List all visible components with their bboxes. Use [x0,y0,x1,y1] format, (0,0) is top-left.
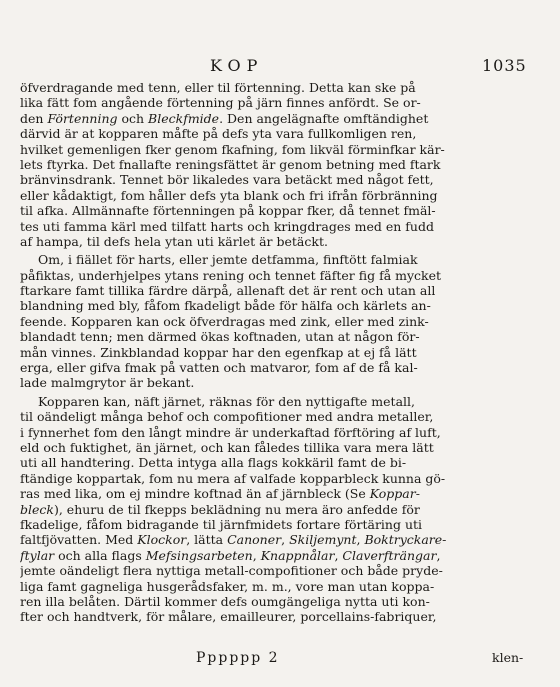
page-footer [0,650,560,670]
text-line: i fynnerhet fom den långt mindre är underkaftad förftöring af luft, [20,424,441,440]
text-line: ren illa belåten. Därtil kommer defs oumgängeliga nytta uti kon- [20,593,430,609]
running-header [0,56,560,80]
text-line: blandning med bly, fåfom fkadeligt både för hälfa och kärlets an- [20,298,431,314]
text-line: blandadt tenn; men därmed ökas koftnaden, utan at någon för- [20,329,420,345]
text-line: jemte oändeligt flera nyttiga metall-compofitioner och både pryde- [20,563,443,579]
text-line: bleck), ehuru de til fkepps beklädning nu mera äro anfedde för [20,501,420,517]
text-line: til afka. Allmännafte förtenningen på koppar fker, då tennet fmäl- [20,203,436,219]
text-line: mån vinnes. Zinkblandad koppar har den egenfkap at ej få lätt [20,344,417,360]
body-text [20,80,548,625]
text-line: uti all handtering. Detta intyga alla flags kokkäril famt de bi- [20,455,407,471]
text-line: lika fätt fom angående förtenning på järn finnes anfördt. Se or- [20,95,421,111]
text-line: ftändige koppartak, fom nu mera af valfade kopparbleck kunna gö- [20,470,446,486]
text-line: ftarkare famt tillika färdre därpå, allenaft det är rent och utan all [20,283,436,299]
text-line: eller kådaktigt, fom håller defs yta blank och fri ifrån förbränning [20,187,438,203]
text-line: lade malmgrytor är bekant. [20,375,195,391]
text-line: öfverdragande med tenn, eller til förtenning. Detta kan ske på [20,80,416,95]
signature-mark: Pppppp 2 [196,650,280,666]
text-line: fter och handtverk, för målare, emailleurer, porcellains-fabriquer, [20,609,437,625]
header-title: KOP [210,56,264,75]
text-line: erga, eller gifva fmak på vatten och matvaror, fom af de få kal- [20,360,418,376]
text-line: eld och fuktighet, än järnet, och kan fåledes tillika vara mera lätt [20,439,434,455]
text-line: därvid är at kopparen måfte på defs yta vara fullkomligen ren, [20,126,417,142]
text-line: fkadelige, fåfom bidragande til järnfmidets fortare förtäring uti [20,516,423,532]
text-line: faltfjövatten. Med Klockor, lätta Canoner, Skiljemynt, Boktryckare- [20,532,447,548]
text-line: hvilket gemenligen fker genom fkafning, fom likväl förminfkar kär- [20,141,445,157]
text-line: til oändeligt många behof och compofitioner med andra metaller, [20,409,434,425]
text-line: af hampa, til defs hela ytan uti kärlet är betäckt. [20,233,328,249]
text-line: lets ftyrka. Det fnallafte reningsfättet är genom betning med ftark [20,156,441,172]
text-line: ras med lika, om ej mindre koftnad än af järnbleck (Se Koppar- [20,486,420,502]
text-line: påfiktas, underhjelpes ytans rening och tennet fäfter fig få mycket [20,267,442,283]
text-line: liga famt gagneliga husgerådsfaker, m. m., vore man utan koppa- [20,578,435,594]
text-line: Om, i fiället för harts, eller jemte detfamma, finftött falmiak [38,252,418,268]
catchword: klen- [492,650,524,665]
text-line: den Förtenning och Bleckfmide. Den angelägnafte omftändighet [20,110,429,126]
text-line: bränvinsdrank. Tennet bör likaledes vara betäckt med något fett, [20,172,434,188]
text-line: feende. Kopparen kan ock öfverdragas med zink, eller med zink- [20,313,429,329]
page-number: 1035 [482,56,527,75]
text-line: tes uti famma kärl med tilfatt harts och kringdrages med en fudd [20,218,434,234]
text-line: ftylar och alla flags Mefsingsarbeten, Knappnålar, Claverfträngar, [20,547,441,563]
text-line: Kopparen kan, näft järnet, räknas för den nyttigafte metall, [38,393,415,409]
